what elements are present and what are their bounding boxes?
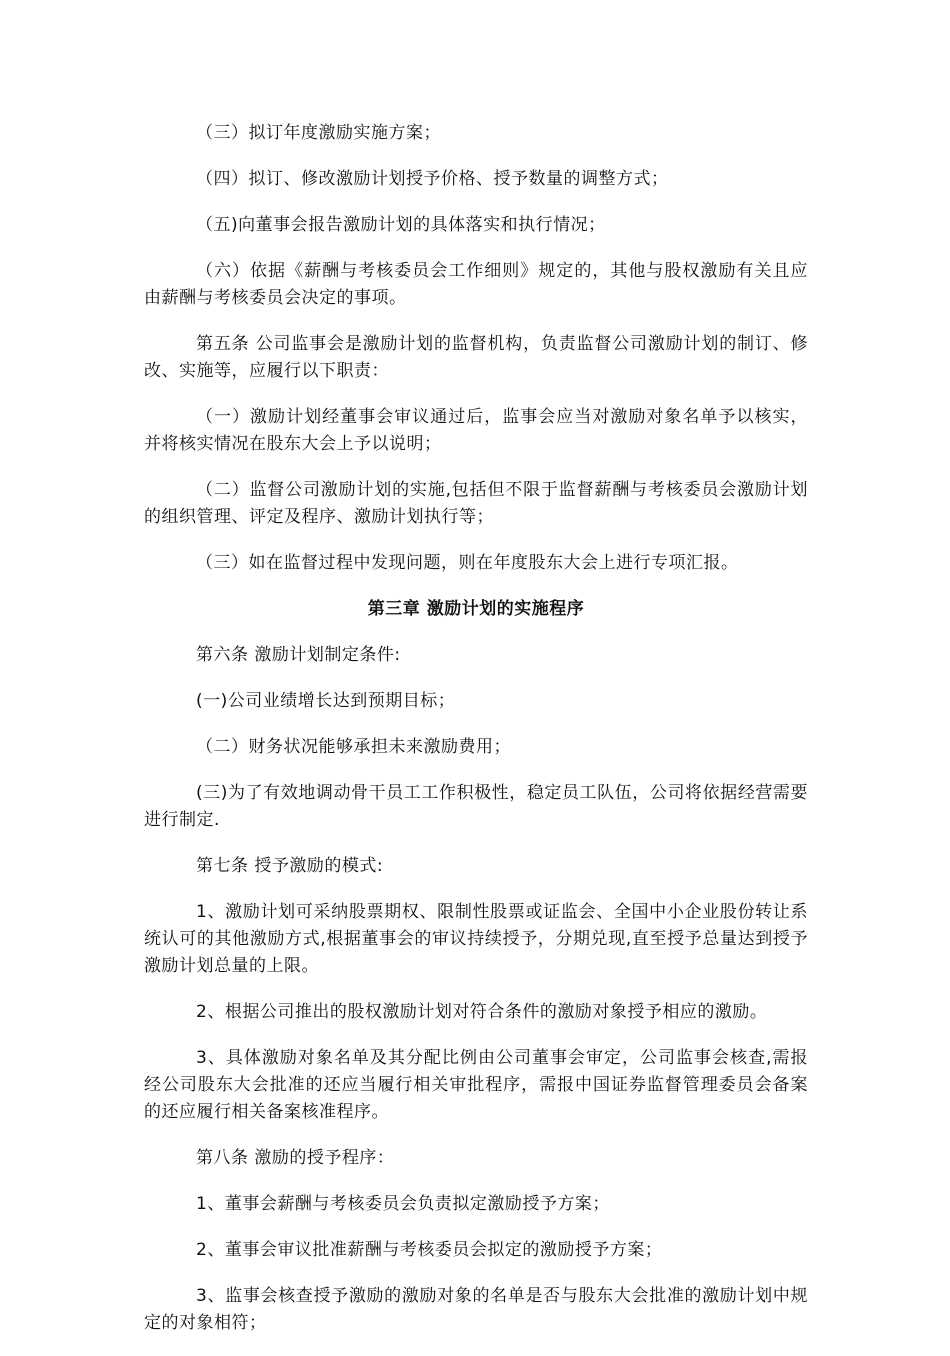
article-6-item-3: (三)为了有效地调动骨干员工工作积极性，稳定员工队伍，公司将依据经营需要进行制定. [144,783,808,830]
article-8-item-1: 1、董事会薪酬与考核委员会负责拟定激励授予方案； [196,1194,610,1214]
article-5-item-3: （三）如在监督过程中发现问题，则在年度股东大会上进行专项汇报。 [196,553,739,573]
article-6-item-2: （二）财务状况能够承担未来激励费用； [196,737,511,757]
article-7: 第七条 授予激励的模式: [196,856,384,876]
document-page [144,120,808,1356]
article-8-item-3: 3、监事会核查授予激励的激励对象的名单是否与股东大会批准的激励计划中规定的对象相符； [144,1286,808,1333]
article-7-item-1: 1、激励计划可采纳股票期权、限制性股票或证监会、全国中小企业股份转让系统认可的其他激励方式,根据董事会的审议持续授予，分期兑现,直至授予总量达到授予激励计划总量的上限。 [144,902,808,976]
paragraph-item-5: （五)向董事会报告激励计划的具体落实和执行情况； [196,215,606,235]
article-7-item-2: 2、根据公司推出的股权激励计划对符合条件的激励对象授予相应的激励。 [196,1002,768,1022]
article-5: 第五条 公司监事会是激励计划的监督机构，负责监督公司激励计划的制订、修改、实施等，应履行以下职责： [144,334,808,381]
chapter-heading: 第三章 激励计划的实施程序 [367,599,585,619]
article-6: 第六条 激励计划制定条件: [196,645,401,665]
article-5-item-1: （一）激励计划经董事会审议通过后，监事会应当对激励对象名单予以核实，并将核实情况在股东大会上予以说明； [144,407,808,454]
paragraph-item-4: （四）拟订、修改激励计划授予价格、授予数量的调整方式； [196,169,669,189]
article-5-item-2: （二）监督公司激励计划的实施,包括但不限于监督薪酬与考核委员会激励计划的组织管理、评定及程序、激励计划执行等； [144,480,808,527]
article-6-item-1: (一)公司业绩增长达到预期目标； [196,691,456,711]
paragraph-item-6: （六）依据《薪酬与考核委员会工作细则》规定的，其他与股权激励有关且应由薪酬与考核委员会决定的事项。 [144,261,808,308]
article-8: 第八条 激励的授予程序： [196,1148,395,1168]
article-8-item-2: 2、董事会审议批准薪酬与考核委员会拟定的激励授予方案； [196,1240,663,1260]
paragraph-item-3: （三）拟订年度激励实施方案； [196,123,441,143]
article-7-item-3: 3、具体激励对象名单及其分配比例由公司董事会审定，公司监事会核查,需报经公司股东大会批准的还应当履行相关审批程序，需报中国证券监督管理委员会备案的还应履行相关备案核准程序。 [144,1048,808,1122]
